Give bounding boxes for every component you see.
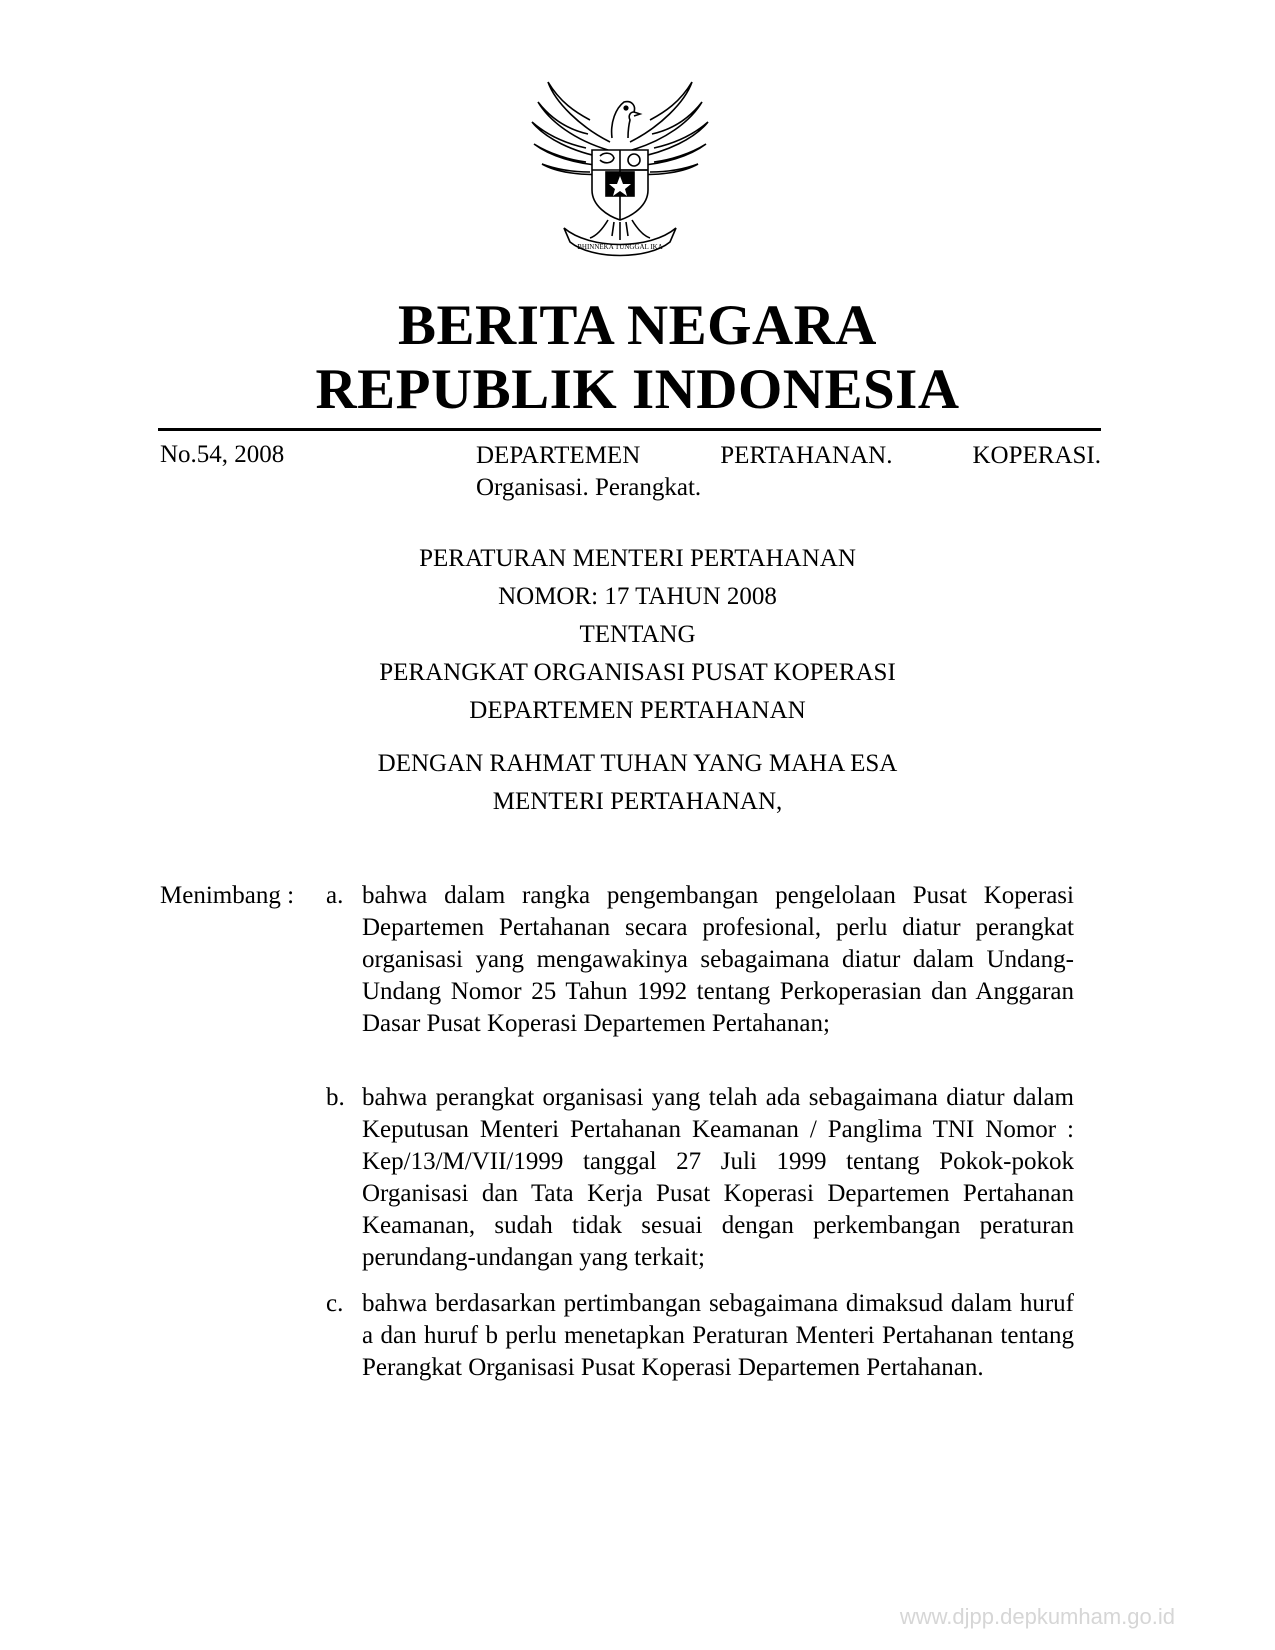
item-letter-c: c.	[326, 1290, 344, 1317]
svg-text:BHINNEKA TUNGGAL IKA: BHINNEKA TUNGGAL IKA	[577, 243, 663, 251]
invocation-line-2: MENTERI PERTAHANAN,	[492, 788, 783, 815]
header-divider	[158, 428, 1101, 431]
issue-number: No.54, 2008	[160, 441, 285, 468]
item-letter-b: b.	[326, 1084, 345, 1111]
regulation-subject-2: DEPARTEMEN PERTAHANAN	[469, 697, 806, 724]
source-watermark: www.djpp.depkumham.go.id	[899, 1604, 1175, 1629]
regulation-subject-1: PERANGKAT ORGANISASI PUSAT KOPERASI	[379, 659, 896, 686]
consideration-a: bahwa dalam rangka pengembangan pengelolaan Pusat Koperasi Departemen Pertahanan secara profesional, perlu diatur perangkat organisasi yang mengawakinya sebagaimana diatur dalam Undang-Undang Nomor 25 Tahun 1992 tentang Perkoperasian dan Anggaran Dasar Pusat Koperasi Departemen Pertahanan;	[362, 882, 1074, 1037]
invocation	[0, 745, 1275, 821]
gazette-subtitle: REPUBLIK INDONESIA	[315, 358, 960, 421]
garuda-emblem-graphic	[520, 72, 720, 272]
regulation-about: TENTANG	[579, 621, 696, 648]
regulation-number: NOMOR: 17 TAHUN 2008	[498, 583, 777, 610]
consideration-c: bahwa berdasarkan pertimbangan sebagaimana dimaksud dalam huruf a dan huruf b perlu menetapkan Peraturan Menteri Pertahanan tentang Perangkat Organisasi Pusat Koperasi Departemen Pertahanan.	[362, 1290, 1074, 1381]
subject-line-2: Organisasi. Perangkat.	[476, 474, 702, 501]
regulation-heading	[0, 540, 1275, 730]
gazette-title: BERITA NEGARA	[398, 294, 877, 357]
garuda-emblem	[520, 72, 720, 272]
subject-line-1: DEPARTEMEN PERTAHANAN. KOPERASI.	[476, 442, 1101, 469]
considerations-label: Menimbang :	[160, 882, 295, 909]
regulation-title: PERATURAN MENTERI PERTAHANAN	[419, 545, 856, 572]
invocation-line-1: DENGAN RAHMAT TUHAN YANG MAHA ESA	[377, 750, 898, 777]
item-letter-a: a.	[326, 882, 344, 909]
consideration-b: bahwa perangkat organisasi yang telah ada sebagaimana diatur dalam Keputusan Menteri Pertahanan Keamanan / Panglima TNI Nomor : Kep/13/M/VII/1999 tanggal 27 Juli 1999 tentang Pokok-pokok Organisasi dan Tata Kerja Pusat Koperasi Departemen Pertahanan Keamanan, sudah tidak sesuai dengan perkembangan peraturan perundang-undangan yang terkait;	[362, 1084, 1074, 1271]
